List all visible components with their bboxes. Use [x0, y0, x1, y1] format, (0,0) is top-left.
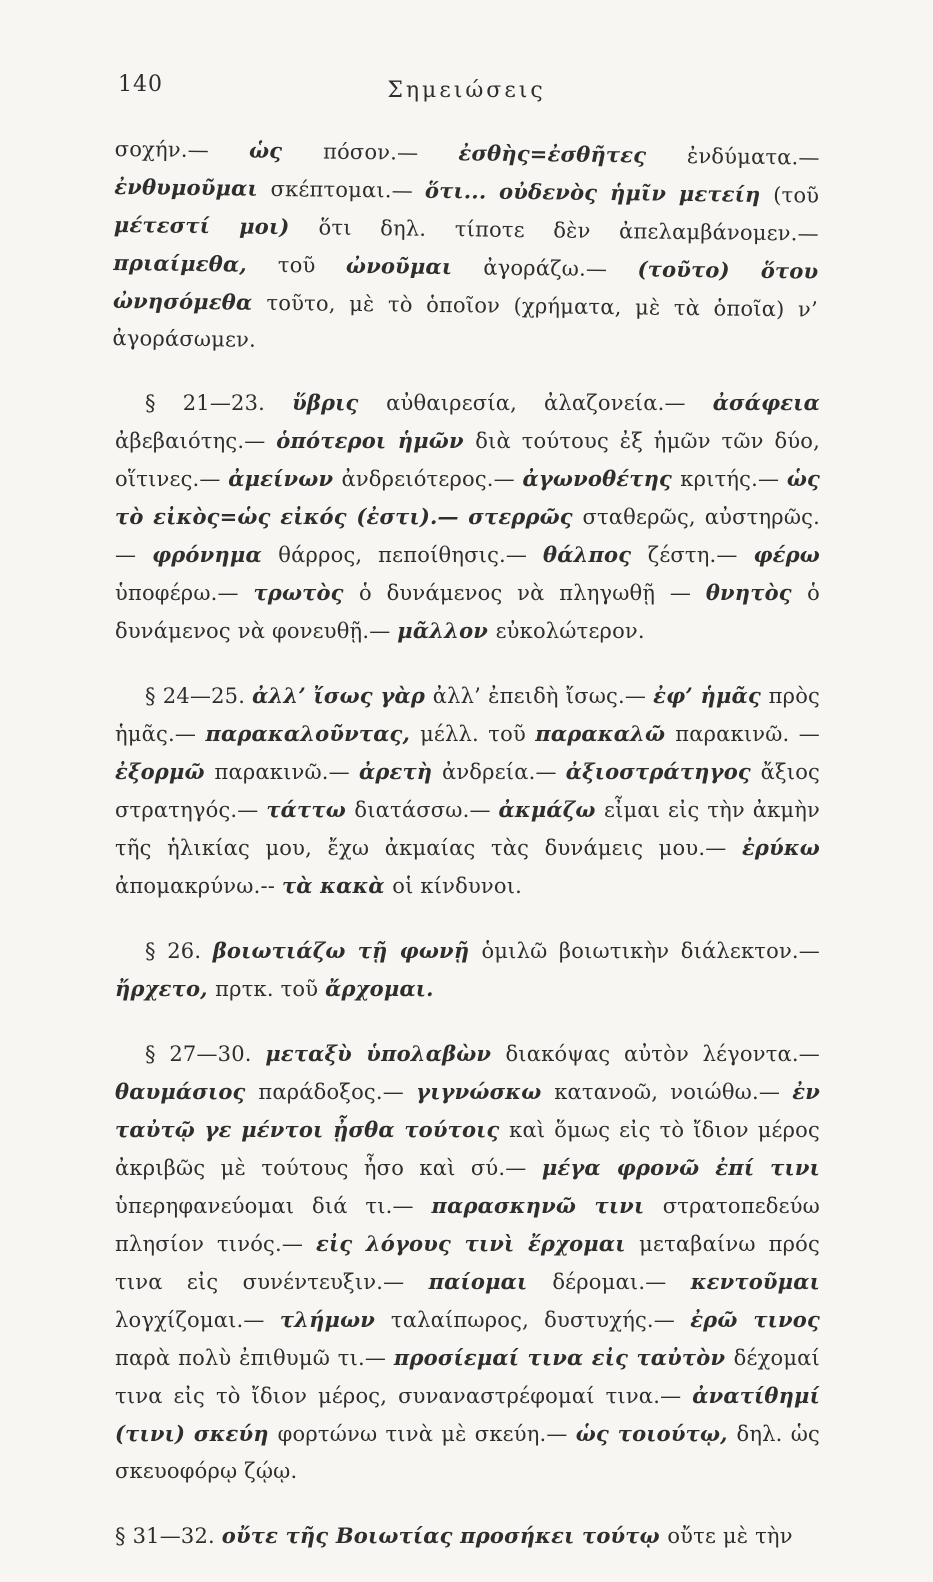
gloss-text: δέχομαί τινα εἰς τὸ ἴδιον μέρος, συναναστρέφομαί τινα.— [115, 1346, 820, 1408]
lemma-term: μέτεστί μοι) [113, 211, 319, 240]
lemma-term: εἰς λόγους τινὶ ἔρχομαι [316, 1231, 640, 1256]
gloss-text: διατάσσω.— [354, 798, 499, 822]
lemma-term: ὡς τὸ εἰκὸς=ὡς εἰκός (ἐστι).— στερρῶς [115, 466, 820, 529]
gloss-text: (τοῦ [773, 183, 820, 208]
lemma-term: ἐρύκω [741, 835, 820, 860]
lemma-term: βοιωτιάζω τῇ φωνῇ [212, 938, 482, 963]
gloss-text: πόσον.— [322, 139, 459, 166]
gloss-text: μεταβαίνω πρός τινα εἰς συνέντευξιν.— [115, 1232, 820, 1294]
lemma-term: τρωτὸς [253, 580, 360, 605]
lemma-term: ὕβρις [292, 390, 387, 415]
gloss-text: ἀλλ’ ἐπειδὴ ἴσως.— [432, 684, 654, 708]
gloss-text: § 27—30. [145, 1042, 266, 1066]
lemma-term: φέρω [753, 542, 820, 567]
lemma-term: γιγνώσκω [416, 1079, 555, 1104]
gloss-text: ἀβεβαιότης.— [115, 429, 277, 453]
gloss-text: ὁ δυνάμενος νὰ φονευθῇ.— [115, 581, 820, 643]
lemma-term: ὁπότεροι ἡμῶν [276, 428, 476, 453]
gloss-text: οὔτε μὲ τὴν [667, 1524, 793, 1548]
lemma-term: πριαίμεθα, [113, 249, 279, 277]
gloss-text: δέρομαι.— [552, 1270, 691, 1294]
lemma-term: τάττω [266, 797, 355, 822]
lemma-term: ἀνατίθημί (τινι) σκεύη [115, 1383, 820, 1446]
page-number: 140 [118, 72, 163, 97]
lemma-term: ὠνοῦμαι [345, 252, 484, 280]
gloss-text: ὑποφέρω.— [115, 581, 254, 605]
gloss-text: ἀγοράζω.— [483, 255, 638, 282]
gloss-text: ἀπομακρύνω.-- [115, 874, 282, 898]
lemma-term: φρόνημα [152, 542, 279, 567]
gloss-text: ἀνδρεία.— [441, 760, 566, 784]
lemma-term: ἀμείνων [228, 466, 342, 491]
gloss-text: ζέστη.— [647, 543, 754, 567]
gloss-text: δηλ. ὡς σκευοφόρῳ ζῴῳ. [115, 1422, 820, 1483]
lemma-term: ὅτι... οὐδενὸς ἡμῖν μετείη [424, 177, 774, 208]
gloss-text: τοῦτο, μὲ τὸ ὁποῖον (χρήματα, μὲ τὰ ὁποῖα) ν’ ἀγοράσωμεν. [112, 290, 819, 352]
gloss-text: ἐνδύματα.— [686, 143, 820, 170]
lemma-term: (τοῦτο) ὅτου ὠνησόμεθα [112, 256, 819, 315]
gloss-text: σκέπτομαι.— [270, 176, 426, 203]
gloss-text: ἄξιος στρατηγός.— [115, 760, 820, 822]
lemma-term: ἀκμάζω [498, 797, 605, 822]
lemma-term: ἐφ’ ἡμᾶς [653, 683, 769, 708]
lemma-term: ἀσάφεια [712, 390, 820, 415]
gloss-text: § 24—25. [145, 684, 253, 708]
gloss-text: μέλλ. τοῦ [420, 722, 536, 746]
gloss-text: θάρρος, πεποίθησις.— [278, 543, 543, 567]
gloss-text: § 26. [145, 939, 213, 963]
lemma-term: ἀρετὴ [358, 759, 442, 784]
lemma-term: ἄρχομαι. [325, 976, 434, 1001]
gloss-text: κριτής.— [680, 467, 787, 491]
gloss-text: εὐκολώτερον. [495, 619, 645, 643]
gloss-text: ταλαίπωρος, δυστυχής.— [390, 1308, 691, 1332]
lemma-term: θνητὸς [705, 580, 808, 605]
lemma-term: ἀλλ’ ἴσως γὰρ [252, 683, 433, 708]
gloss-text: παρακινῶ.— [214, 760, 359, 784]
gloss-text: καὶ ὅμως εἰς τὸ ἴδιον μέρος ἀκριβῶς μὲ τούτους ἦσο καὶ σύ.— [115, 1118, 820, 1180]
lemma-term: ἐρῶ τινος [690, 1307, 820, 1332]
note-paragraph [115, 1517, 820, 1555]
gloss-text: παράδοξος.— [258, 1080, 417, 1104]
lemma-term: θαυμάσιος [115, 1079, 259, 1104]
gloss-text: πρτκ. τοῦ [215, 977, 326, 1001]
lemma-term: ἀξιοστράτηγος [565, 759, 761, 784]
gloss-text: παρὰ πολὺ ἐπιθυμῶ τι.— [115, 1346, 394, 1370]
note-paragraph [115, 384, 820, 650]
lemma-term: οὔτε τῆς Βοιωτίας προσήκει τούτῳ [221, 1523, 668, 1548]
lemma-term: μᾶλλον [397, 618, 496, 643]
gloss-text: § 31—32. [115, 1524, 222, 1548]
gloss-text: φορτώνω τινὰ μὲ σκεύη.— [277, 1422, 576, 1446]
gloss-text: ὁμιλῶ βοιωτικὴν διάλεκτον.— [481, 939, 820, 963]
page-header [0, 72, 933, 112]
lemma-term: ἐσθὴς=ἐσθῆτες [458, 140, 688, 168]
lemma-term: παρασκηνῶ τινι [431, 1193, 663, 1218]
lemma-term: παρακαλοῦντας, [205, 721, 421, 746]
lemma-term: ἤρχετο, [115, 976, 216, 1001]
lemma-term: ὡς τοιούτῳ, [575, 1421, 737, 1446]
note-paragraph [112, 130, 820, 366]
lemma-term: ἀγωνοθέτης [522, 466, 681, 491]
gloss-text: παρακινῶ. — [675, 722, 820, 746]
gloss-text: αὐθαιρεσία, ἀλαζονεία.— [386, 391, 713, 415]
gloss-text: σοχήν.— [114, 136, 250, 163]
gloss-text: οἱ κίνδυνοι. [392, 874, 523, 898]
gloss-text: § 21—23. [145, 391, 293, 415]
lemma-term: ἐξορμῶ [115, 759, 215, 784]
gloss-text: ὑπερηφανεύομαι διά τι.— [115, 1194, 432, 1218]
lemma-term: μεταξὺ ὑπολαβὼν [265, 1041, 506, 1066]
lemma-term: θάλπος [542, 542, 648, 567]
gloss-text: ὅτι δηλ. τίποτε δὲν ἀπελαμβάνομεν.— [318, 215, 819, 246]
lemma-term: τὰ κακὰ [281, 873, 393, 898]
gloss-text: ὁ δυνάμενος νὰ πληγωθῇ — [359, 581, 706, 605]
gloss-text: τοῦ [277, 253, 347, 278]
gloss-text: ἀνδρειότερος.— [341, 467, 523, 491]
gloss-text: εἶμαι εἰς τὴν ἀκμὴν τῆς ἡλικίας μου, ἔχω ἀκμαίας τὰς δυνάμεις μου.— [115, 798, 821, 860]
gloss-text: σταθερῶς, αὐστηρῶς.— [115, 505, 820, 567]
gloss-text: διὰ τούτους ἐξ ἡμῶν τῶν δύο, οἵτινες.— [115, 429, 821, 491]
lemma-term: κεντοῦμαι [690, 1269, 820, 1294]
running-title: Σημειώσεις [387, 78, 546, 103]
lemma-term: ὡς [248, 137, 324, 164]
gloss-text: λογχίζομαι.— [115, 1308, 280, 1332]
lemma-term: παίομαι [428, 1269, 553, 1294]
note-paragraph [115, 1035, 820, 1490]
note-paragraph [115, 677, 820, 905]
gloss-text: πρὸς ἡμᾶς.— [115, 684, 820, 746]
gloss-text: διακόψας αὐτὸν λέγοντα.— [505, 1042, 820, 1066]
note-paragraph [115, 932, 820, 1008]
lemma-term: ἐνθυμοῦμαι [114, 173, 271, 201]
gloss-text: στρατοπεδεύω πλησίον τινός.— [115, 1194, 820, 1256]
lemma-term: παρακαλῶ [535, 721, 676, 746]
notes-body [112, 130, 821, 1582]
lemma-term: μέγα φρονῶ ἐπί τινι [541, 1155, 820, 1180]
gloss-text: κατανοῶ, νοιώθω.— [554, 1080, 793, 1104]
lemma-term: ἐν ταὐτῷ γε μέντοι ᾖσθα τούτοις [115, 1079, 820, 1142]
lemma-term: προσίεμαί τινα εἰς ταὐτὸν [393, 1345, 734, 1370]
lemma-term: τλήμων [279, 1307, 391, 1332]
